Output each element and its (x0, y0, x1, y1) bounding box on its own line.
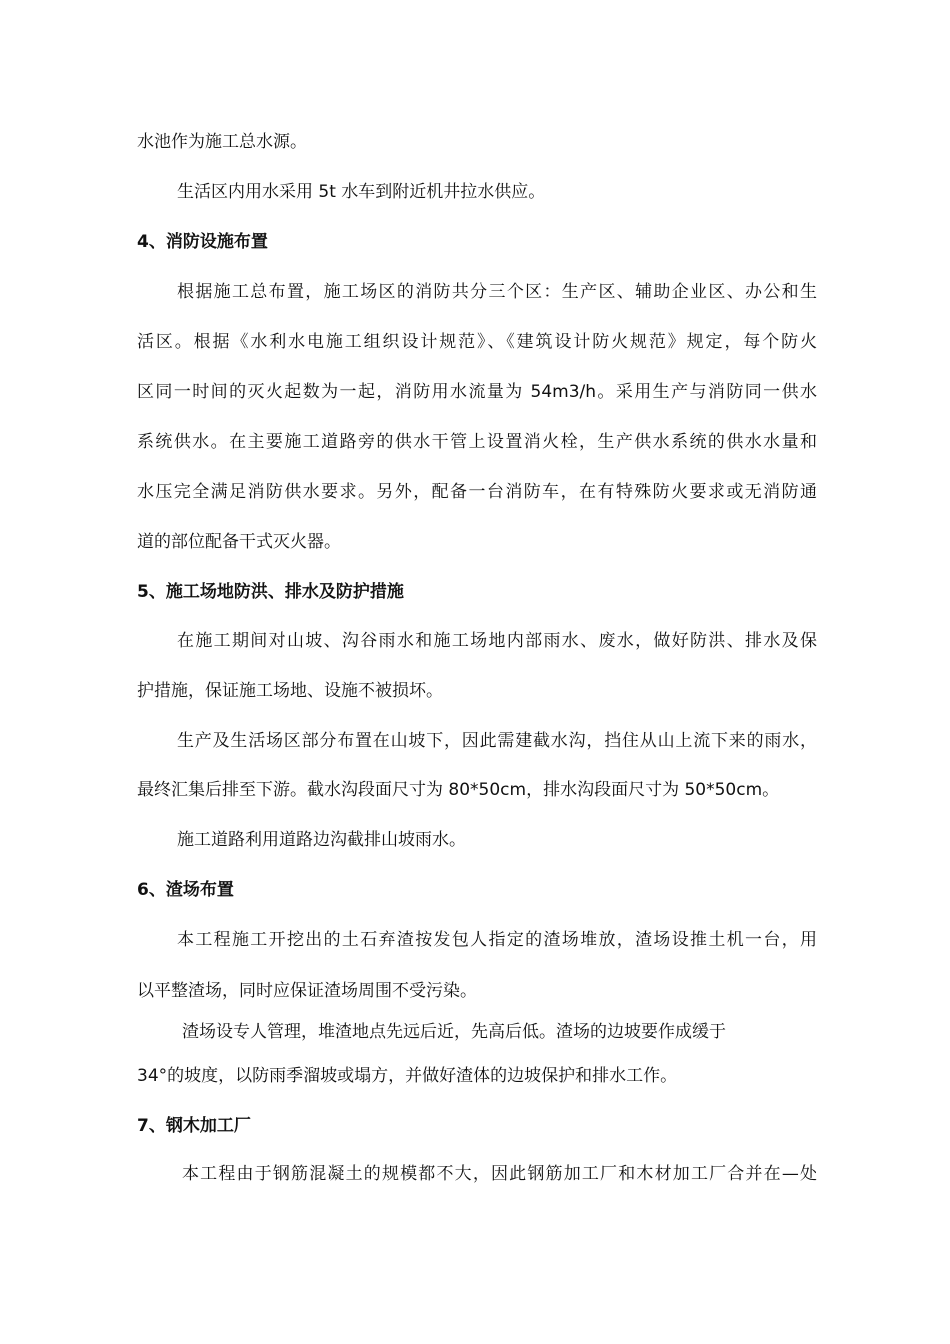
text-line: 最终汇集后排至下游。截水沟段面尺寸为 80*50cm，排水沟段面尺寸为 50*50cm。 (137, 780, 780, 800)
text-line: 水压完全满足消防供水要求。另外，配备一台消防车，在有特殊防火要求或无消防通 (137, 482, 817, 502)
text-line: 活区。根据《水利水电施工组织设计规范》、《建筑设计防火规范》规定，每个防火 (137, 332, 817, 352)
text-line: 水池作为施工总水源。 (137, 132, 307, 152)
section-heading: 6、渣场布置 (137, 880, 234, 900)
text-line: 34°的坡度，以防雨季溜坡或塌方，并做好渣体的边坡保护和排水工作。 (137, 1066, 678, 1086)
section-heading: 4、消防设施布置 (137, 232, 268, 252)
text-line: 护措施，保证施工场地、设施不被损坏。 (137, 681, 443, 701)
text-line: 区同一时间的灭火起数为一起，消防用水流量为 54m3/h。采用生产与消防同一供水 (137, 382, 817, 402)
text-line: 系统供水。在主要施工道路旁的供水干管上设置消火栓，生产供水系统的供水水量和 (137, 432, 817, 452)
text-line: 生活区内用水采用 5t 水车到附近机井拉水供应。 (177, 182, 546, 202)
text-line: 渣场设专人管理，堆渣地点先远后近，先高后低。渣场的边坡要作成缓于 (182, 1022, 726, 1042)
text-line: 道的部位配备干式灭火器。 (137, 532, 341, 552)
text-line: 本工程由于钢筋混凝土的规模都不大，因此钢筋加工厂和木材加工厂合并在—处 (182, 1164, 817, 1184)
text-line: 以平整渣场，同时应保证渣场周围不受污染。 (137, 981, 477, 1001)
text-line: 施工道路利用道路边沟截排山坡雨水。 (177, 830, 466, 850)
section-heading: 7、钢木加工厂 (137, 1116, 251, 1136)
section-heading: 5、施工场地防洪、排水及防护措施 (137, 582, 404, 602)
text-line: 根据施工总布置，施工场区的消防共分三个区：生产区、辅助企业区、办公和生 (177, 282, 817, 302)
text-line: 在施工期间对山坡、沟谷雨水和施工场地内部雨水、废水，做好防洪、排水及保 (177, 631, 817, 651)
text-line: 本工程施工开挖出的土石弃渣按发包人指定的渣场堆放，渣场设推土机一台，用 (177, 930, 817, 950)
text-line: 生产及生活场区部分布置在山坡下，因此需建截水沟，挡住从山上流下来的雨水， (177, 731, 817, 751)
